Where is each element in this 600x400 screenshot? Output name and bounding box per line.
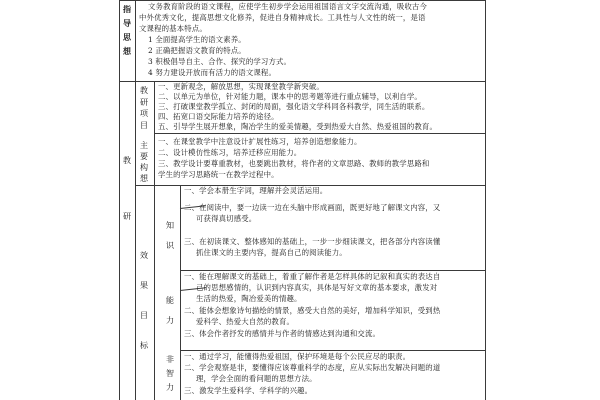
guiding-point-4: 4 努力建设开放而有活力的语文课程。 — [148, 68, 277, 77]
table-border-top — [119, 0, 486, 1]
idea-item-1: 一、在课堂教学中注意设计扩展性练习，培养创造想象能力。 — [158, 137, 362, 146]
knowledge-item-5: 抓住课文的主要内容，提高自己的阅读能力。 — [196, 248, 347, 257]
idea-item-4: 学生的学习思路统一在教学过程中。 — [158, 170, 279, 179]
project-item-3: 三、打破课堂教学孤立、封闭的局面，强化语文学科同各科教学，同生活的联系。 — [158, 102, 430, 111]
ideas-label: 主要构想 — [139, 140, 149, 183]
row-divider-projects — [154, 133, 486, 134]
guiding-intro-line-3: 文课程的基本特点。 — [139, 24, 207, 33]
idea-item-3: 三、教学设计要尊重教材，也要跳出教材，将作者的文章思路、教师的教学思路和 — [158, 159, 430, 168]
table-border-left — [119, 0, 120, 400]
grid-line-v-main — [135, 81, 136, 400]
guiding-point-3: 3 积极倡导自主、合作、探究的学习方式。 — [148, 57, 292, 66]
project-item-4: 四、拓宽口语交际能力培养的途径。 — [158, 112, 279, 121]
knowledge-label: 知识 — [165, 220, 175, 250]
knowledge-item-1: 一、学会本册生字词，理解并会灵活运用。 — [184, 186, 328, 195]
ability-item-3: 生活的热爱，陶冶爱美的情趣。 — [196, 294, 302, 303]
guiding-thought-label: 指导思想 — [122, 4, 132, 56]
table-border-right — [485, 0, 486, 400]
non-intellectual-item-3: 理，学会全面的看问题的思想方法。 — [196, 374, 317, 383]
idea-item-2: 二、设计模仿性练习，培养迁移应用能力。 — [158, 148, 302, 157]
row-divider-ability — [180, 350, 486, 351]
grid-line-v-sub — [154, 81, 155, 400]
ability-item-2: 己的思想感情的，认识到内容真实，具体是写好文章的基本要求，激发对 — [196, 283, 438, 292]
guiding-intro-line-1: 文务教育阶段的语文课程，应使学生初步学会运用祖国语言文字交流沟通，吸收古今 — [148, 2, 428, 11]
row-divider-knowledge — [180, 270, 486, 271]
non-intellectual-item-1: 一、通过学习，能懂得热爱祖国，保护环境是每个公民应尽的职责。 — [184, 352, 411, 361]
ability-item-4: 二、能体会想象诗句描绘的情景，感受大自然的美好，增加科学知识，受到热 — [184, 306, 441, 315]
projects-label: 教研项目 — [139, 85, 149, 130]
guiding-point-2: 2 正确把握语文教育的特点。 — [148, 46, 246, 55]
grid-line-v-guiding — [135, 0, 136, 81]
effect-goals-label: 效果目标 — [139, 250, 149, 350]
knowledge-item-3: 可获得真切感受。 — [196, 214, 257, 223]
grid-line-v-effect — [180, 185, 181, 400]
project-item-1: 一、更新观念，解放思想，实现课堂教学新突破。 — [158, 82, 324, 91]
ability-item-1: 一、能在理解课文的基础上，着重了解作者是怎样具体的记叙和真实的表达自 — [184, 272, 441, 281]
project-item-2: 二、以单元为单位，针对能力题，课本中的思考题等进行重点辅导，以利自学。 — [158, 92, 422, 101]
ability-item-6: 三、体会作者抒发的感情并与作者的情感达到沟通和交流。 — [184, 329, 381, 338]
teaching-research-label: 教研 — [122, 155, 132, 221]
non-intellectual-item-2: 二、学会观察是非，要懂得应该尊重科学的态度，应从实际出发解决问题的道 — [184, 363, 441, 372]
non-intellectual-label: 非智力 — [165, 354, 175, 392]
ability-item-5: 爱科学、热爱大自然的教育。 — [196, 317, 295, 326]
project-item-5: 五、引导学生展开想象，陶冶学生的爱美情趣，受到热爱大自然、热爱祖国的教育。 — [158, 122, 438, 131]
guiding-intro-line-2: 中外优秀文化，提高思想文化修养，促进自身精神成长。工具性与人文性的统一，是语 — [139, 13, 426, 22]
knowledge-item-2: 二、在阅读中，要一边读一边在头脑中形成画面，既更好地了解课文内容，又 — [184, 203, 441, 212]
knowledge-item-4: 三、在初读课文、整体感知的基础上，一步一步细读课文，把各部分内容读懂 — [184, 237, 441, 246]
guiding-point-1: 1 全面提高学生的语文素养。 — [148, 35, 246, 44]
non-intellectual-item-4: 三、激发学生爱科学、学科学的兴趣。 — [184, 386, 313, 395]
ability-label: 能力 — [165, 295, 175, 325]
